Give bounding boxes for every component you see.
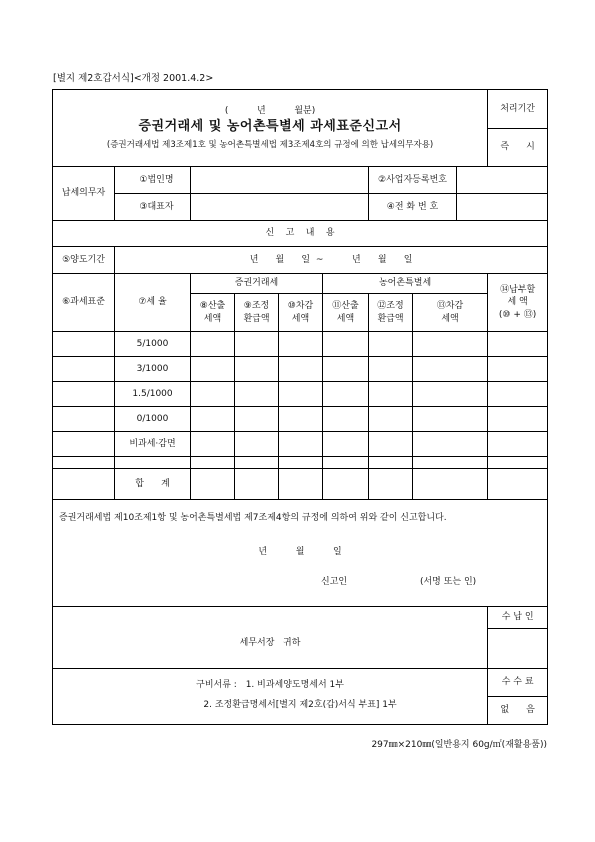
amount-cell[interactable] (323, 357, 369, 382)
rate-header: ⑦세 율 (115, 274, 191, 332)
corp-name-label: ①법인명 (115, 167, 191, 194)
total-cell[interactable] (369, 469, 413, 500)
amount-cell[interactable] (235, 407, 279, 432)
biz-reg-no-field[interactable] (457, 167, 548, 194)
representative-field[interactable] (191, 194, 369, 221)
title-block (53, 90, 488, 167)
amount-cell[interactable] (191, 332, 235, 357)
tax-base-cell[interactable] (53, 332, 115, 357)
rate-cell: 1.5/1000 (115, 382, 191, 407)
form-title: 증권거래세 및 농어촌특별세 과세표준신고서 (138, 119, 402, 135)
total-cell[interactable] (323, 469, 369, 500)
amount-cell[interactable] (279, 407, 323, 432)
amount-cell[interactable] (191, 457, 235, 469)
amount-cell[interactable] (369, 457, 413, 469)
biz-reg-no-label: ②사업자등록번호 (369, 167, 457, 194)
fee-value: 없 음 (488, 697, 548, 725)
adjust-refund-header-2: ⑫조정 환급액 (369, 294, 413, 332)
processing-period-label: 처리기간 (488, 90, 548, 129)
fee-label: 수 수 료 (488, 669, 548, 697)
tax-base-total[interactable] (53, 469, 115, 500)
amount-cell[interactable] (279, 457, 323, 469)
payable-header: ⑭납부할 세 액 (⑩ + ⑬) (488, 274, 548, 332)
declaration-text: 증권거래세법 제10조제1항 및 농어촌특별세법 제7조제4항의 규정에 의하여 위와 같이 신고합니다. (59, 513, 447, 523)
farm-tax-header: 농어촌특별세 (323, 274, 488, 294)
document-item-2: 2. 조정환급명세서[별지 제2호(갑)서식 부표] 1부 (203, 700, 397, 711)
amount-cell[interactable] (235, 382, 279, 407)
table-row (53, 382, 548, 407)
amount-cell[interactable] (488, 407, 548, 432)
amount-cell[interactable] (279, 382, 323, 407)
amount-cell[interactable] (279, 357, 323, 382)
representative-label: ③대표자 (115, 194, 191, 221)
tax-return-form (52, 89, 548, 725)
rate-cell: 5/1000 (115, 332, 191, 357)
tax-base-header: ⑥과세표준 (53, 274, 115, 332)
amount-cell[interactable] (413, 457, 488, 469)
receipt-stamp-area (488, 629, 548, 669)
declaration-block (53, 500, 548, 607)
phone-field[interactable] (457, 194, 548, 221)
taxpayer-label: 납세의무자 (53, 167, 115, 221)
rate-cell: 3/1000 (115, 357, 191, 382)
required-documents (53, 669, 488, 725)
total-cell[interactable] (191, 469, 235, 500)
amount-cell[interactable] (191, 382, 235, 407)
net-tax-header-2: ⑬차감 세액 (413, 294, 488, 332)
total-cell[interactable] (488, 469, 548, 500)
amount-cell[interactable] (369, 332, 413, 357)
amount-cell[interactable] (413, 432, 488, 457)
document-item-1: 1. 비과세양도명세서 1부 (245, 680, 344, 690)
table-row (53, 457, 548, 469)
amount-cell[interactable] (323, 332, 369, 357)
reporter-label: 신고인 (321, 577, 348, 588)
total-row (53, 469, 548, 500)
amount-cell[interactable] (369, 382, 413, 407)
tax-base-cell[interactable] (53, 457, 115, 469)
amount-cell[interactable] (323, 457, 369, 469)
amount-cell[interactable] (235, 432, 279, 457)
documents-label: 구비서류 : (196, 680, 237, 690)
net-tax-header-1: ⑩차감 세액 (279, 294, 323, 332)
amount-cell[interactable] (488, 357, 548, 382)
tax-base-cell[interactable] (53, 432, 115, 457)
form-number-note: [별지 제2호갑서식]<개정 2001.4.2> (53, 73, 214, 84)
amount-cell[interactable] (323, 432, 369, 457)
amount-cell[interactable] (191, 432, 235, 457)
amount-cell[interactable] (413, 407, 488, 432)
transfer-period-label: ⑤양도기간 (53, 247, 115, 274)
amount-cell[interactable] (369, 432, 413, 457)
table-row (53, 332, 548, 357)
amount-cell[interactable] (488, 432, 548, 457)
tax-base-cell[interactable] (53, 357, 115, 382)
amount-cell[interactable] (488, 332, 548, 357)
total-label: 합 계 (115, 469, 191, 500)
reporter-line (59, 576, 541, 588)
calc-tax-header-2: ⑪산출 세액 (323, 294, 369, 332)
phone-label: ④전 화 번 호 (369, 194, 457, 221)
table-row (53, 357, 548, 382)
paper-spec: 297㎜×210㎜(일반용지 60g/㎡(재활용품)) (371, 740, 547, 750)
amount-cell[interactable] (488, 457, 548, 469)
rate-cell: 비과세·감면 (115, 432, 191, 457)
calc-tax-header-1: ⑧산출 세액 (191, 294, 235, 332)
office-addressee (53, 607, 488, 669)
securities-tax-header: 증권거래세 (191, 274, 323, 294)
amount-cell[interactable] (235, 332, 279, 357)
form-subtitle: (증권거래세법 제3조제1호 및 농어촌특별세법 제3조제4호의 규정에 의한 납세의무자용) (106, 139, 434, 150)
amount-cell[interactable] (323, 382, 369, 407)
adjust-refund-header-1: ⑨조정 환급액 (235, 294, 279, 332)
amount-cell[interactable] (413, 332, 488, 357)
amount-cell[interactable] (488, 382, 548, 407)
office-label: 세무서장 귀하 (239, 638, 301, 649)
amount-cell[interactable] (323, 407, 369, 432)
amount-cell[interactable] (369, 357, 413, 382)
amount-cell[interactable] (413, 382, 488, 407)
signature-hint: (서명 또는 인) (419, 577, 477, 588)
amount-cell[interactable] (369, 407, 413, 432)
rate-cell (115, 457, 191, 469)
receipt-stamp-label: 수 납 인 (488, 607, 548, 629)
amount-cell[interactable] (191, 357, 235, 382)
declaration-date: 년 월 일 (258, 547, 342, 558)
tax-base-cell[interactable] (53, 382, 115, 407)
amount-cell[interactable] (413, 357, 488, 382)
total-cell[interactable] (279, 469, 323, 500)
amount-cell[interactable] (191, 407, 235, 432)
corp-name-field[interactable] (191, 167, 369, 194)
table-row (53, 432, 548, 457)
total-cell[interactable] (235, 469, 279, 500)
processing-period-value: 즉 시 (488, 129, 548, 167)
amount-cell[interactable] (235, 457, 279, 469)
period-line: ( 년 월분) (224, 105, 316, 116)
amount-cell[interactable] (235, 357, 279, 382)
rate-cell: 0/1000 (115, 407, 191, 432)
total-cell[interactable] (413, 469, 488, 500)
amount-cell[interactable] (279, 332, 323, 357)
report-contents-header: 신 고 내 용 (53, 221, 548, 247)
amount-cell[interactable] (279, 432, 323, 457)
transfer-period-value: 년 월 일 ~ 년 월 일 (115, 247, 548, 274)
tax-base-cell[interactable] (53, 407, 115, 432)
table-row (53, 407, 548, 432)
